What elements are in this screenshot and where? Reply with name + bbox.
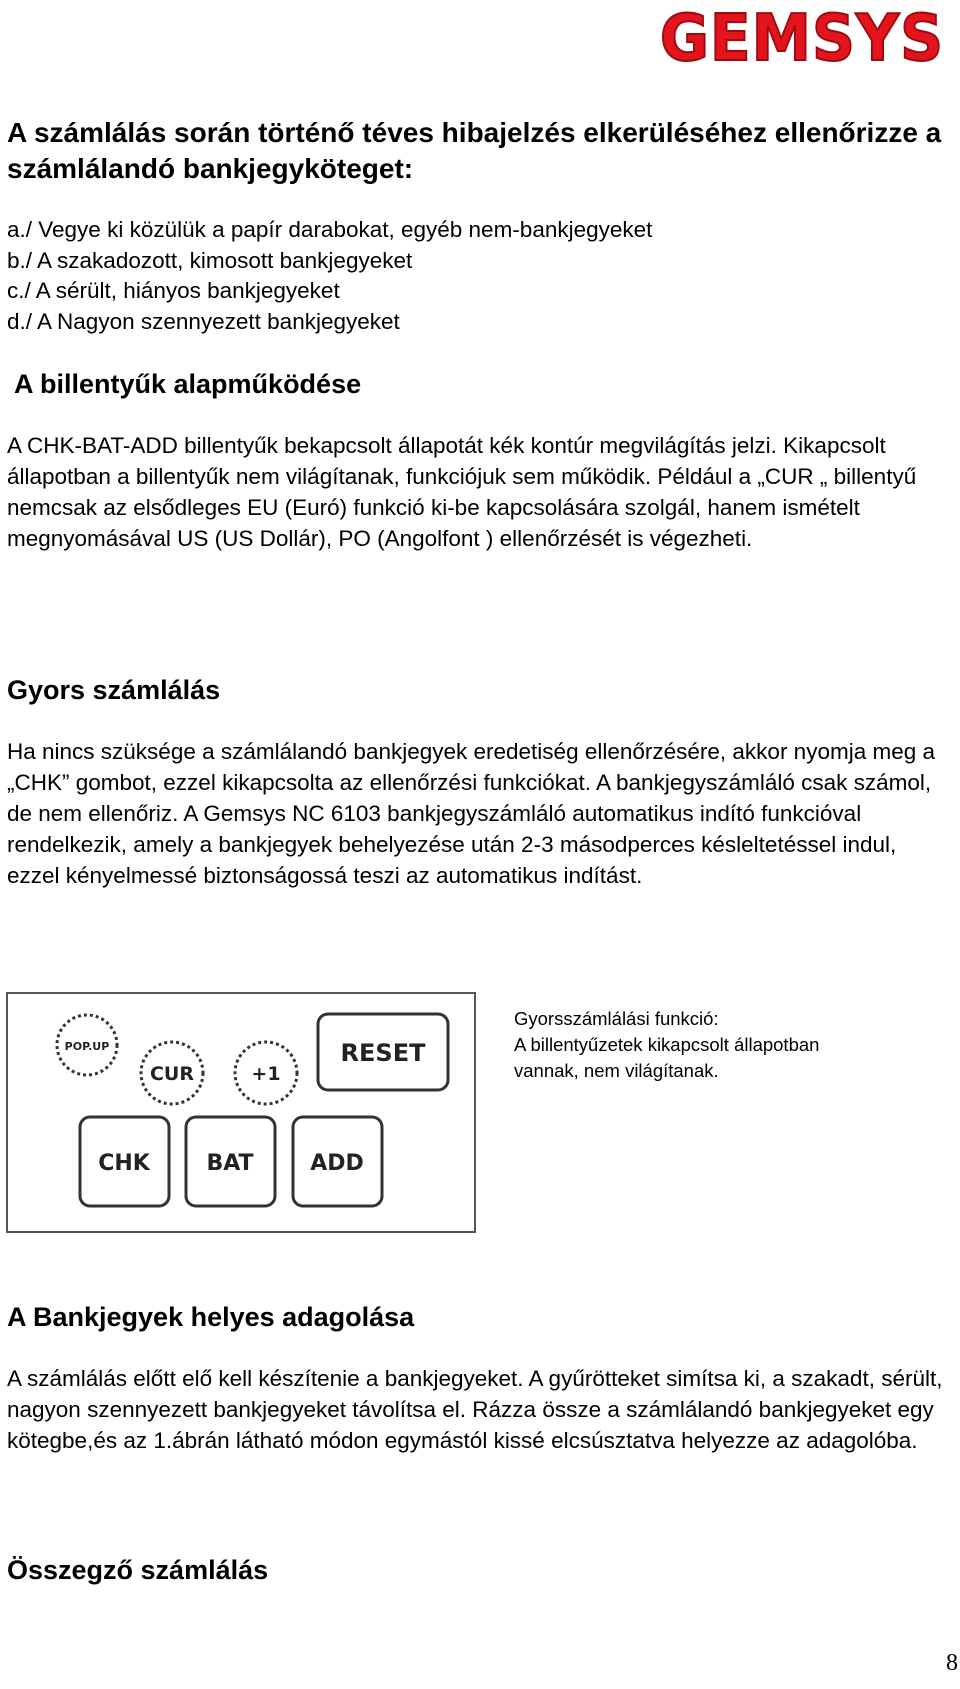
section-fast-count <box>7 673 952 707</box>
fast-count-body: Ha nincs szüksége a számlálandó bankjegyek eredetiség ellenőrzésére, akkor nyomja meg a „CHK” gombot, ezzel kikapcsolta az ellenőrzési funkciókat. A bankjegyszámláló csak számol, de nem ellenőriz. A Gemsys NC 6103 bankjegyszámláló automatikus indító funkcióval rendelkezik, amely a bankjegyek behelyezése után 2-3 másodperces késleltetéssel indul, ezzel kényelmessé biztonságossá teszi az automatikus indítást. <box>7 739 936 888</box>
keys-basics-body-wrap <box>7 430 952 554</box>
section-intro <box>7 115 952 187</box>
list-item: b./ A szakadozott, kimosott bankjegyeket <box>7 247 413 273</box>
page-number: 8 <box>946 1650 958 1676</box>
chk-key-label: CHK <box>98 1151 150 1176</box>
chk-key <box>80 1117 169 1206</box>
section-keys-basics <box>14 367 952 401</box>
section-summing <box>7 1553 952 1587</box>
summing-heading: Összegző számlálás <box>7 1555 269 1585</box>
bat-key <box>186 1117 275 1206</box>
add-key <box>293 1117 382 1206</box>
cur-key <box>141 1042 203 1104</box>
cur-key-label: CUR <box>149 1063 195 1085</box>
caption-line: A billentyűzetek kikapcsolt állapotban <box>514 1034 820 1055</box>
feeding-body: A számlálás előtt elő kell készítenie a bankjegyeket. A gyűrötteket simítsa ki, a szakadt, sérült, nagyon szennyezett bankjegyeket távolítsa el. Rázza össze a számlálandó bankjegyeket egy kötegbe,és az 1.ábrán látható módon egymástól kissé elcsúsztatva helyezze az adagolóba. <box>7 1366 943 1453</box>
list-item: a./ Vegye ki közülük a papír darabokat, egyéb nem-bankjegyeket <box>7 217 653 242</box>
fast-count-body-wrap <box>7 736 952 891</box>
intro-list <box>7 215 952 337</box>
caption-line: Gyorsszámlálási funkció: <box>514 1008 719 1029</box>
logo-text: GEMSYS <box>660 2 944 74</box>
keypad-figure <box>6 992 476 1233</box>
keys-basics-body: A CHK-BAT-ADD billentyűk bekapcsolt állapotát kék kontúr megvilágítás jelzi. Kikapcsolt állapotban a billentyűk nem világítanak, funkciójuk sem működik. Például a „CUR „ billentyű nemcsak az elsődleges EU (Euró) funkció ki-be kapcsolására szolgál, hanem ismételt megnyomásával US (US Dollár), PO (Angolfont ) ellenőrzését is végezheti. <box>7 433 917 551</box>
popup-key <box>57 1015 117 1075</box>
reset-key-label: RESET <box>340 1039 426 1067</box>
list-item: d./ A Nagyon szennyezett bankjegyeket <box>7 308 400 334</box>
figure-caption <box>514 1006 914 1084</box>
add-key-label: ADD <box>310 1151 364 1176</box>
plus-one-key <box>235 1042 297 1104</box>
gemsys-logo <box>656 2 948 74</box>
reset-key <box>318 1014 448 1090</box>
fast-count-heading: Gyors számlálás <box>7 675 221 705</box>
section-feeding <box>7 1300 952 1334</box>
feeding-heading: A Bankjegyek helyes adagolása <box>7 1302 415 1332</box>
feeding-body-wrap <box>7 1363 952 1456</box>
popup-key-label: POP.UP <box>64 1040 110 1053</box>
intro-heading: A számlálás során történő téves hibajelzés elkerüléséhez ellenőrizze a számlálandó bankjegyköteget: <box>7 117 942 184</box>
bat-key-label: BAT <box>206 1151 254 1176</box>
caption-line: vannak, nem világítanak. <box>514 1060 719 1081</box>
list-item: c./ A sérült, hiányos bankjegyeket <box>7 278 340 303</box>
plus-one-key-label: +1 <box>251 1063 281 1085</box>
keys-basics-heading: A billentyűk alapműködése <box>14 369 362 399</box>
